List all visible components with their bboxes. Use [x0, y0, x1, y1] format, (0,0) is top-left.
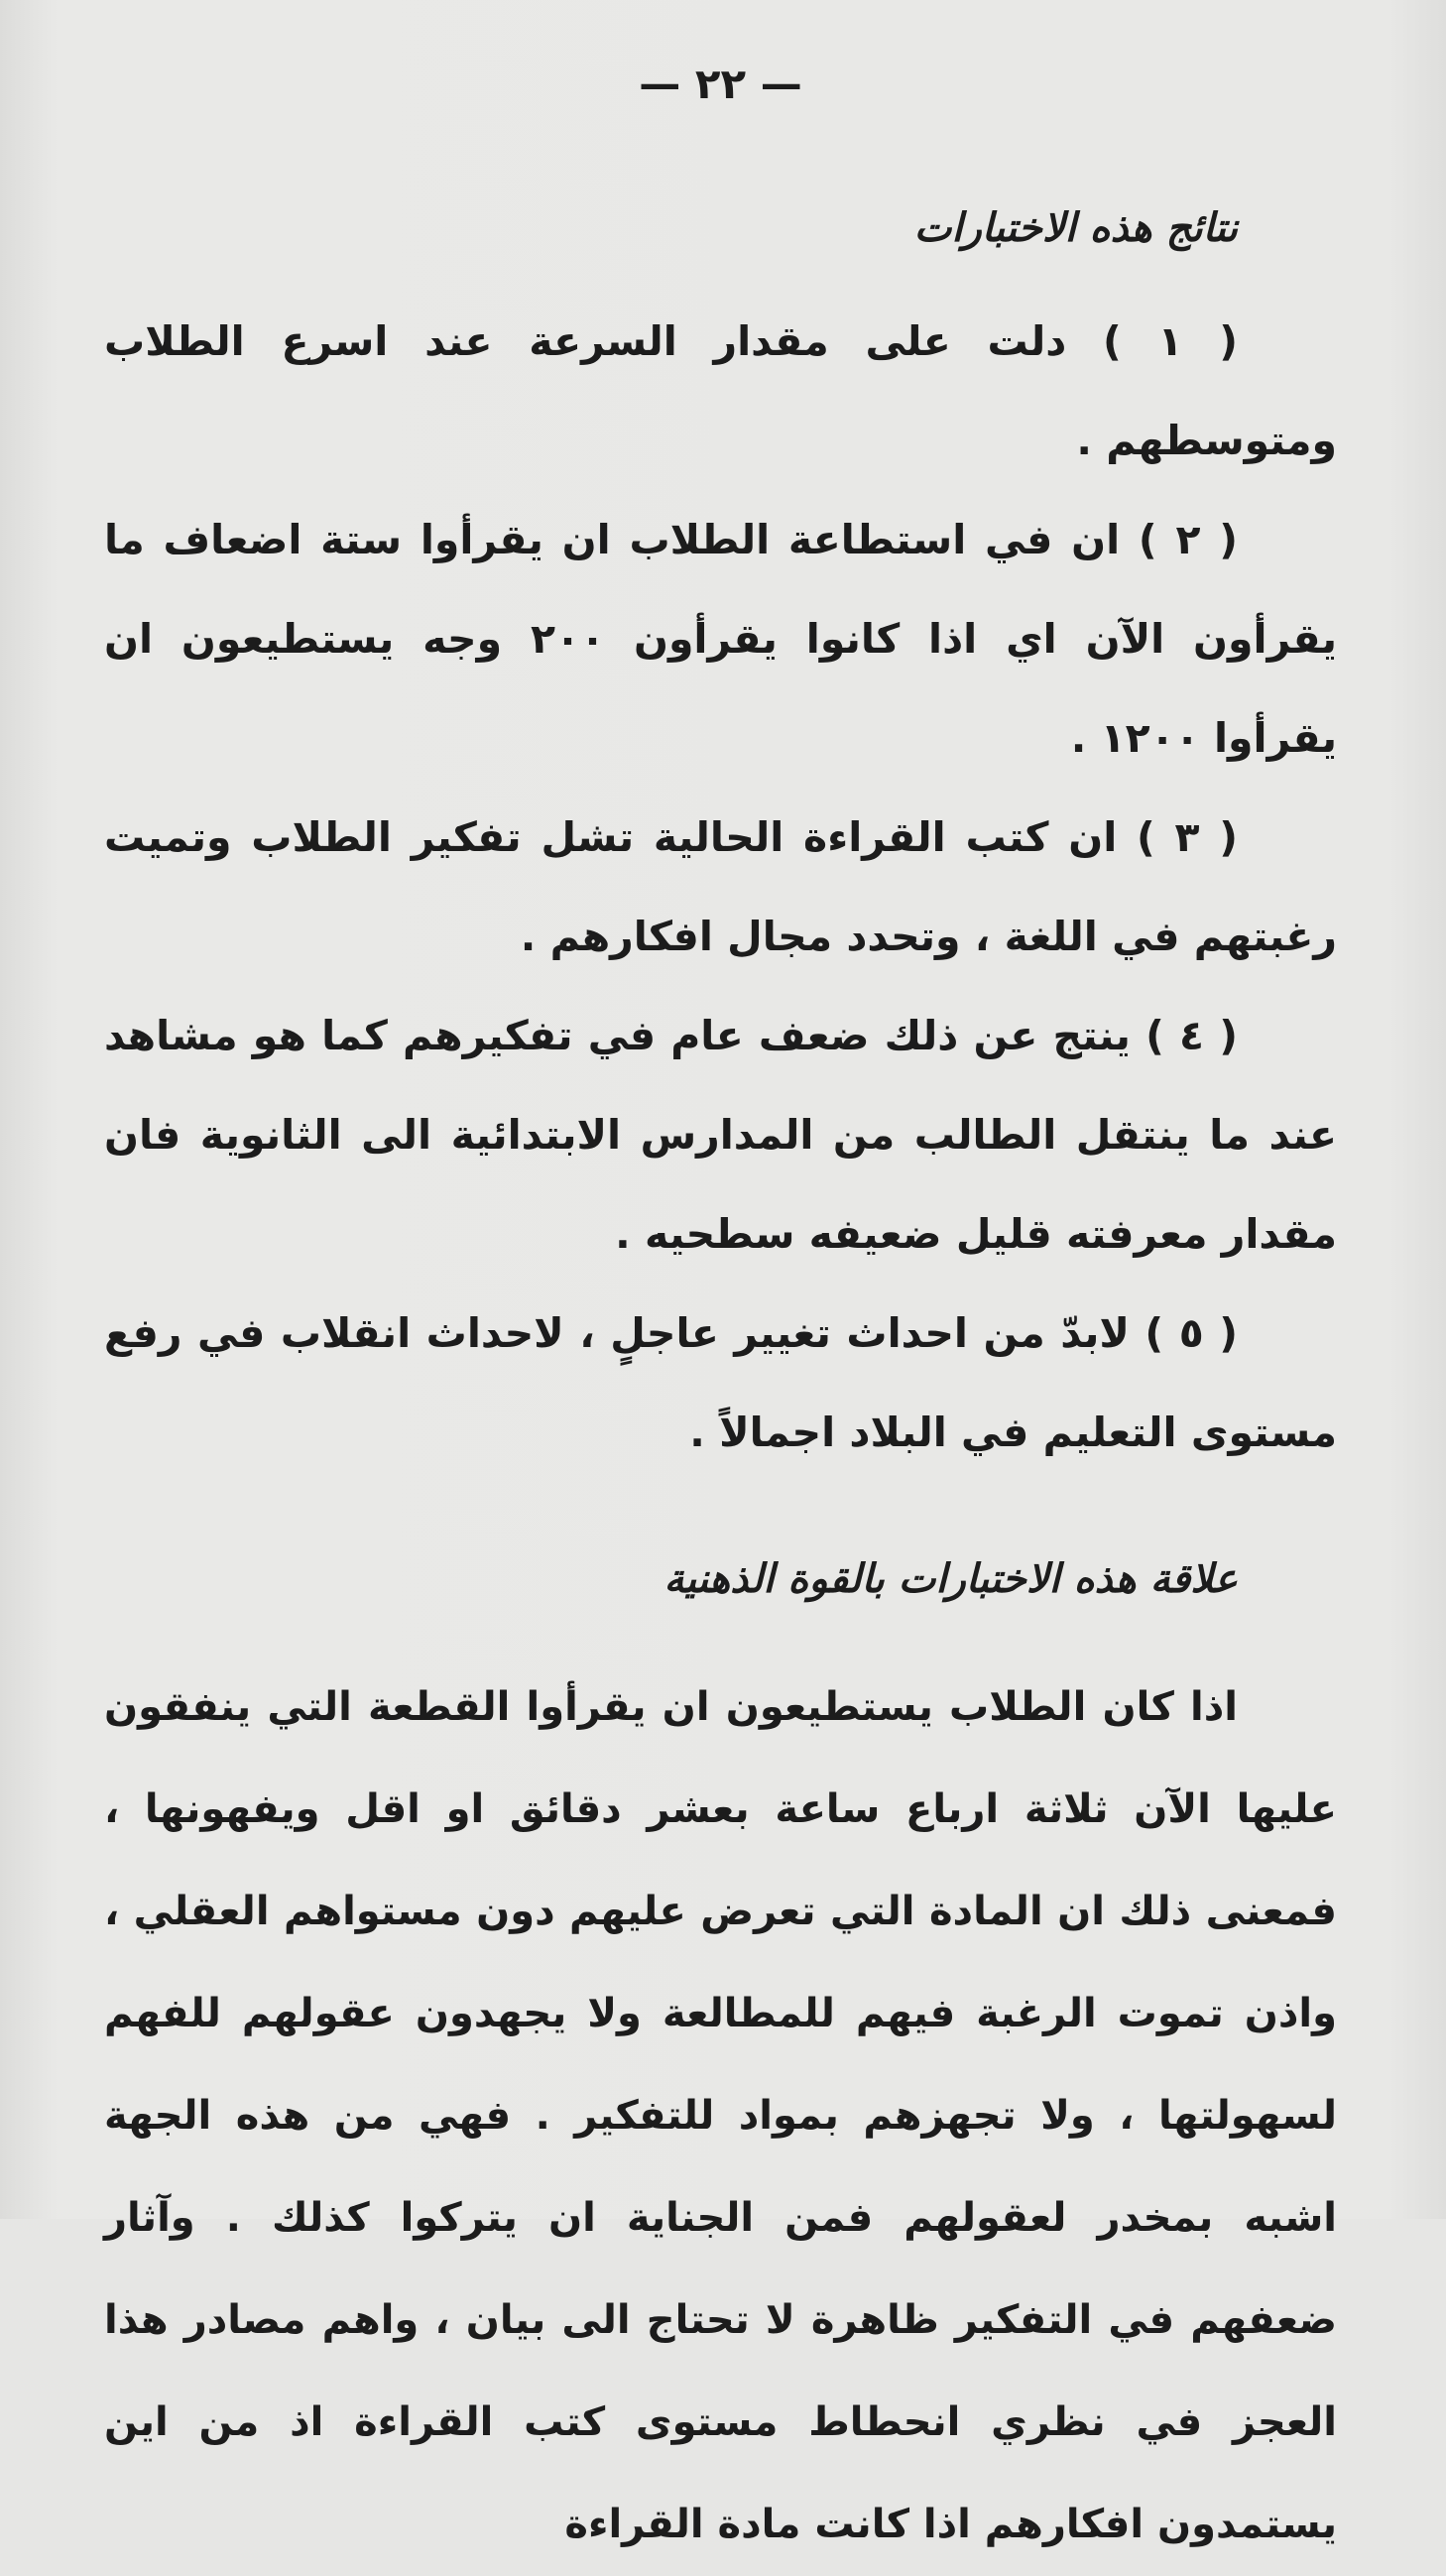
results-list: [104, 292, 1337, 1482]
result-item-3: [104, 788, 1337, 986]
result-item-3-text: ( ٣ ) ان كتب القراءة الحالية تشل تفكير الطلاب وتميت رغبتهم في اللغة ، وتحدد مجال افكارهم .: [104, 813, 1337, 960]
result-item-5: [104, 1284, 1337, 1482]
relation-paragraph: اذا كان الطلاب يستطيعون ان يقرأوا القطعة التي ينفقون عليها الآن ثلاثة ارباع ساعة بعشر دقائق او اقل ويفهونها ، فمعنى ذلك ان المادة التي تعرض عليهم دون مستواهم العقلي ، واذن تموت الرغبة فيهم للمطالعة ولا يجهدون عقولهم للفهم لسهولتها ، ولا تجهزهم بمواد للتفكير . فهي من هذه الجهة اشبه بمخدر لعقولهم فمن الجناية ان يتركوا كذلك . وآثار ضعفهم في التفكير ظاهرة لا تحتاج الى بيان ، واهم مصادر هذا العجز في نظري انحطاط مستوى كتب القراءة اذ من اين يستمدون افكارهم اذا كانت مادة القراءة: [104, 1684, 1337, 2547]
result-item-2-text: ( ٢ ) ان في استطاعة الطلاب ان يقرأوا ستة اضعاف ما يقرأون الآن اي اذا كانوا يقرأون ٢٠٠ وجه يستطيعون ان يقرأوا ١٢٠٠ .: [104, 516, 1338, 762]
page-number: — ٢٢ —: [639, 60, 802, 108]
result-item-2: [104, 490, 1337, 788]
relation-heading: علاقة هذه الاختبارات بالقوة الذهنية: [663, 1556, 1238, 1602]
result-item-1: [104, 292, 1337, 490]
results-heading: نتائج هذه الاختبارات: [913, 205, 1238, 251]
result-item-1-text: ( ١ ) دلت على مقدار السرعة عند اسرع الطلاب ومتوسطهم .: [104, 317, 1337, 464]
result-item-4: [104, 986, 1337, 1284]
result-item-4-text: ( ٤ ) ينتج عن ذلك ضعف عام في تفكيرهم كما هو مشاهد عند ما ينتقل الطالب من المدارس الابتدائية الى الثانوية فان مقدار معرفته قليل ضعيفه سطحيه .: [104, 1012, 1337, 1258]
result-item-5-text: ( ٥ ) لابدّ من احداث تغيير عاجلٍ ، لاحداث انقلاب في رفع مستوى التعليم في البلاد اجمالاً .: [104, 1309, 1337, 1456]
